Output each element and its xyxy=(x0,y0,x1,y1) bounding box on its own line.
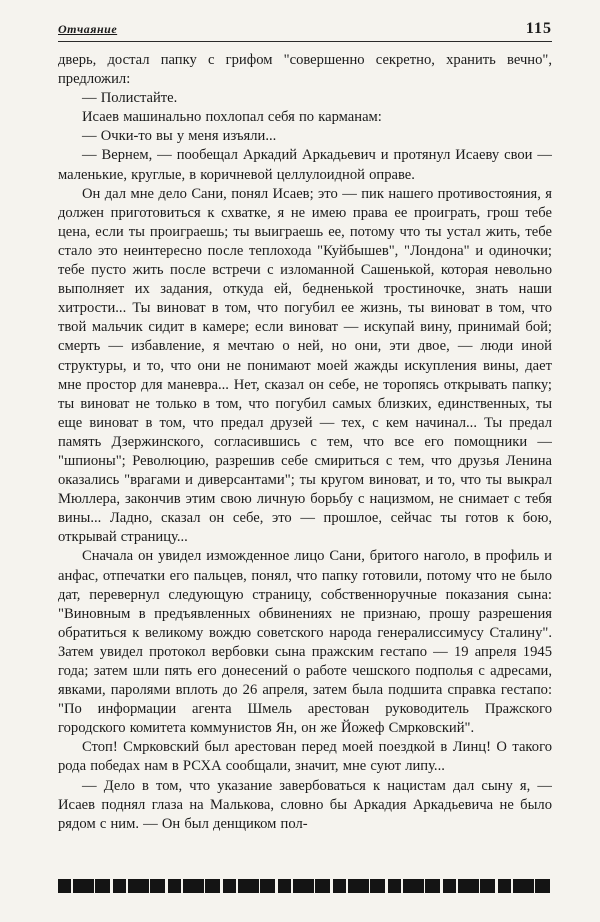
page-body xyxy=(58,51,552,843)
paragraph: — Полистайте. xyxy=(82,90,178,107)
paragraph: Стоп! Смрковский был арестован перед моей поездкой в Линц! О такого рода победах нам в РСХА сообщали, значит, мне суют липу... xyxy=(58,739,552,775)
running-title: Отчаяние xyxy=(58,22,118,36)
header-rule xyxy=(58,41,552,42)
page-header xyxy=(58,20,552,38)
page-number: 115 xyxy=(525,20,552,37)
paragraph: Исаев машинально похлопал себя по карманам: xyxy=(82,109,382,126)
paragraph: — Дело в том, что указание завербоваться к нацистам дал сыну я, — Исаев поднял глаза на Малькова, словно бы Аркадия Аркадьевича не было рядом с ним. — Он был денщиком пол- xyxy=(58,777,552,832)
paragraph: — Очки-то вы у меня изъяли... xyxy=(82,128,277,145)
paragraph: дверь, достал папку с грифом "совершенно секретно, хранить вечно", предложил: xyxy=(58,52,552,88)
paragraph: Сначала он увидел изможденное лицо Сани, бритого наголо, в профиль и анфас, отпечатки его пальцев, понял, что папку готовили, потому что не было дат, перевернул следующую страницу, собственноручные показания сына: "Виновным в предъявленных обвинениях не признаю, прошу разрешения обратиться к великому вождю советского народа генералиссимусу Сталину". Затем увидел протокол вербовки сына пражским гестапо — 19 апреля 1945 года; затем шли пять его донесений о работе чешского подполья с адресами, явками, паролями вплоть до 26 апреля, затем была подшита справка гестапо: "По информации агента Шмель арестован руководитель Пражского городского комитета коммунистов Ян, он же Йожеф Смрковский". xyxy=(58,548,552,737)
footer-decoration-bar xyxy=(58,879,552,893)
paragraph: Он дал мне дело Сани, понял Исаев; это — пик нашего противостояния, я должен приготовиться к схватке, я не имею права ее проиграть, грош тебе цена, если ты проиграешь; ты выиграешь ее, потому что ты устал жить, тебе стало это неинтересно после теплохода "Куйбышев", "Лондона" и одиночки; тебе пусто жить после встречи с изломанной Сашенькой, которая невольно выполняет их задания, откуда ей, бедненькой тростиночке, знать наши хитрости... Ты виноват в том, что погубил ее жизнь, ты виноват в том, что твой мальчик сидит в камере; если виноват — искупай вину, принимай бой; смерть — избавление, я мечтаю о ней, но они, эти двое, — люди иной структуры, и то, что они не понимают моей жажды искупления вины, дает мне простор для маневра... Нет, сказал он себе, не торопясь открывать папку; ты виноват не только в том, что погубил самых близких, единственных, ты еще виноват в том, что предал друзей — тех, с кем начинал... Ты предал память Дзержинского, согласившись с тем, что все его помощники — "шпионы"; Революцию, разрешив себе смириться с тем, что друзья Ленина оказались "врагами и диверсантами"; ты кругом виноват, и то, что ты выкрал Мюллера, закончив этим свою личную борьбу с нацизмом, не снимает с тебя вины... Ладно, сказал он себе, это — прошлое, сейчас ты готов к бою, открывай страницу... xyxy=(58,185,552,546)
paragraph: — Вернем, — пообещал Аркадий Аркадьевич и протянул Исаеву свои — маленькие, круглые, в коричневой целлулоидной оправе. xyxy=(58,147,552,183)
